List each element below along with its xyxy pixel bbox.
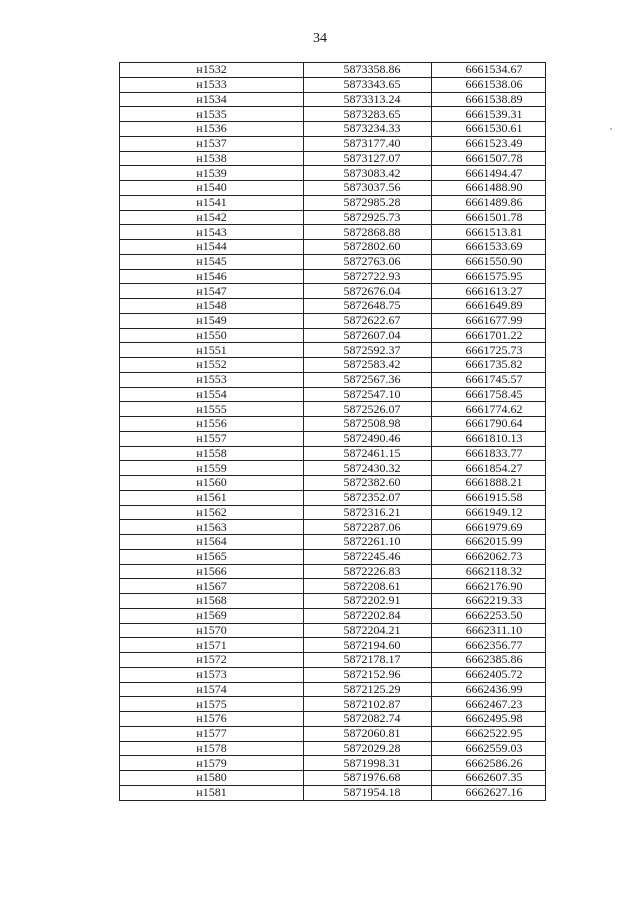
- y-coordinate-cell: 6662607.35: [432, 771, 546, 786]
- x-coordinate-cell: 5872925.73: [304, 210, 432, 225]
- point-id-cell: н1578: [120, 741, 304, 756]
- point-id-cell: н1569: [120, 608, 304, 623]
- y-coordinate-cell: 6662253.50: [432, 608, 546, 623]
- point-id-cell: н1561: [120, 490, 304, 505]
- table-row: [120, 225, 546, 240]
- y-coordinate-cell: 6661810.13: [432, 431, 546, 446]
- y-coordinate-cell: 6661949.12: [432, 505, 546, 520]
- point-id-cell: н1560: [120, 476, 304, 491]
- point-id-cell: н1566: [120, 564, 304, 579]
- x-coordinate-cell: 5872102.87: [304, 697, 432, 712]
- table-row: [120, 358, 546, 373]
- y-coordinate-cell: 6661758.45: [432, 387, 546, 402]
- point-id-cell: н1577: [120, 726, 304, 741]
- x-coordinate-cell: 5872316.21: [304, 505, 432, 520]
- x-coordinate-cell: 5873283.65: [304, 107, 432, 122]
- point-id-cell: н1549: [120, 313, 304, 328]
- x-coordinate-cell: 5872261.10: [304, 535, 432, 550]
- point-id-cell: н1539: [120, 166, 304, 181]
- point-id-cell: н1546: [120, 269, 304, 284]
- point-id-cell: н1576: [120, 712, 304, 727]
- table-row: [120, 122, 546, 137]
- table-row: [120, 594, 546, 609]
- x-coordinate-cell: 5872490.46: [304, 431, 432, 446]
- x-coordinate-cell: 5872461.15: [304, 446, 432, 461]
- y-coordinate-cell: 6661539.31: [432, 107, 546, 122]
- y-coordinate-cell: 6662436.99: [432, 682, 546, 697]
- y-coordinate-cell: 6661701.22: [432, 328, 546, 343]
- table-row: [120, 181, 546, 196]
- table-row: [120, 254, 546, 269]
- y-coordinate-cell: 6662176.90: [432, 579, 546, 594]
- x-coordinate-cell: 5872152.96: [304, 667, 432, 682]
- table-row: [120, 549, 546, 564]
- table-row: [120, 476, 546, 491]
- x-coordinate-cell: 5873127.07: [304, 151, 432, 166]
- table-row: [120, 520, 546, 535]
- margin-speck: [610, 128, 612, 130]
- x-coordinate-cell: 5871954.18: [304, 785, 432, 800]
- table-row: [120, 313, 546, 328]
- table-row: [120, 431, 546, 446]
- y-coordinate-cell: 6661501.78: [432, 210, 546, 225]
- x-coordinate-cell: 5872029.28: [304, 741, 432, 756]
- y-coordinate-cell: 6661534.67: [432, 63, 546, 78]
- y-coordinate-cell: 6661790.64: [432, 417, 546, 432]
- point-id-cell: н1559: [120, 461, 304, 476]
- y-coordinate-cell: 6661745.57: [432, 372, 546, 387]
- y-coordinate-cell: 6662627.16: [432, 785, 546, 800]
- point-id-cell: н1557: [120, 431, 304, 446]
- point-id-cell: н1564: [120, 535, 304, 550]
- table-row: [120, 77, 546, 92]
- table-row: [120, 564, 546, 579]
- y-coordinate-cell: 6661494.47: [432, 166, 546, 181]
- x-coordinate-cell: 5872868.88: [304, 225, 432, 240]
- y-coordinate-cell: 6662311.10: [432, 623, 546, 638]
- x-coordinate-cell: 5872676.04: [304, 284, 432, 299]
- point-id-cell: н1556: [120, 417, 304, 432]
- point-id-cell: н1543: [120, 225, 304, 240]
- y-coordinate-cell: 6661513.81: [432, 225, 546, 240]
- coordinates-table: [119, 62, 546, 801]
- table-row: [120, 682, 546, 697]
- table-row: [120, 461, 546, 476]
- y-coordinate-cell: 6661854.27: [432, 461, 546, 476]
- table-row: [120, 151, 546, 166]
- y-coordinate-cell: 6662385.86: [432, 653, 546, 668]
- x-coordinate-cell: 5872382.60: [304, 476, 432, 491]
- point-id-cell: н1541: [120, 195, 304, 210]
- y-coordinate-cell: 6661507.78: [432, 151, 546, 166]
- x-coordinate-cell: 5872722.93: [304, 269, 432, 284]
- x-coordinate-cell: 5873177.40: [304, 136, 432, 151]
- y-coordinate-cell: 6661550.90: [432, 254, 546, 269]
- y-coordinate-cell: 6661725.73: [432, 343, 546, 358]
- y-coordinate-cell: 6661833.77: [432, 446, 546, 461]
- point-id-cell: н1548: [120, 299, 304, 314]
- x-coordinate-cell: 5873083.42: [304, 166, 432, 181]
- point-id-cell: н1538: [120, 151, 304, 166]
- table-row: [120, 195, 546, 210]
- y-coordinate-cell: 6662495.98: [432, 712, 546, 727]
- table-row: [120, 136, 546, 151]
- point-id-cell: н1545: [120, 254, 304, 269]
- coordinates-table-body: [120, 63, 546, 801]
- x-coordinate-cell: 5871976.68: [304, 771, 432, 786]
- point-id-cell: н1532: [120, 63, 304, 78]
- y-coordinate-cell: 6662356.77: [432, 638, 546, 653]
- y-coordinate-cell: 6661523.49: [432, 136, 546, 151]
- point-id-cell: н1579: [120, 756, 304, 771]
- y-coordinate-cell: 6661677.99: [432, 313, 546, 328]
- point-id-cell: н1552: [120, 358, 304, 373]
- x-coordinate-cell: 5873234.33: [304, 122, 432, 137]
- point-id-cell: н1567: [120, 579, 304, 594]
- y-coordinate-cell: 6661530.61: [432, 122, 546, 137]
- table-row: [120, 712, 546, 727]
- x-coordinate-cell: 5872802.60: [304, 240, 432, 255]
- y-coordinate-cell: 6661735.82: [432, 358, 546, 373]
- x-coordinate-cell: 5872508.98: [304, 417, 432, 432]
- x-coordinate-cell: 5872763.06: [304, 254, 432, 269]
- x-coordinate-cell: 5872567.36: [304, 372, 432, 387]
- point-id-cell: н1580: [120, 771, 304, 786]
- x-coordinate-cell: 5872592.37: [304, 343, 432, 358]
- y-coordinate-cell: 6661538.06: [432, 77, 546, 92]
- x-coordinate-cell: 5872985.28: [304, 195, 432, 210]
- x-coordinate-cell: 5871998.31: [304, 756, 432, 771]
- table-row: [120, 269, 546, 284]
- point-id-cell: н1571: [120, 638, 304, 653]
- table-row: [120, 638, 546, 653]
- table-row: [120, 623, 546, 638]
- page-number: 34: [313, 31, 327, 46]
- y-coordinate-cell: 6661575.95: [432, 269, 546, 284]
- x-coordinate-cell: 5873358.86: [304, 63, 432, 78]
- y-coordinate-cell: 6661488.90: [432, 181, 546, 196]
- y-coordinate-cell: 6661613.27: [432, 284, 546, 299]
- x-coordinate-cell: 5872202.84: [304, 608, 432, 623]
- x-coordinate-cell: 5872202.91: [304, 594, 432, 609]
- point-id-cell: н1553: [120, 372, 304, 387]
- y-coordinate-cell: 6662586.26: [432, 756, 546, 771]
- table-row: [120, 417, 546, 432]
- y-coordinate-cell: 6661489.86: [432, 195, 546, 210]
- point-id-cell: н1563: [120, 520, 304, 535]
- x-coordinate-cell: 5872208.61: [304, 579, 432, 594]
- y-coordinate-cell: 6662062.73: [432, 549, 546, 564]
- y-coordinate-cell: 6661538.89: [432, 92, 546, 107]
- point-id-cell: н1570: [120, 623, 304, 638]
- table-row: [120, 372, 546, 387]
- x-coordinate-cell: 5872622.67: [304, 313, 432, 328]
- y-coordinate-cell: 6662467.23: [432, 697, 546, 712]
- x-coordinate-cell: 5872287.06: [304, 520, 432, 535]
- point-id-cell: н1551: [120, 343, 304, 358]
- point-id-cell: н1575: [120, 697, 304, 712]
- y-coordinate-cell: 6662559.03: [432, 741, 546, 756]
- point-id-cell: н1544: [120, 240, 304, 255]
- x-coordinate-cell: 5872194.60: [304, 638, 432, 653]
- point-id-cell: н1537: [120, 136, 304, 151]
- point-id-cell: н1536: [120, 122, 304, 137]
- x-coordinate-cell: 5872607.04: [304, 328, 432, 343]
- point-id-cell: н1535: [120, 107, 304, 122]
- y-coordinate-cell: 6661533.69: [432, 240, 546, 255]
- table-row: [120, 166, 546, 181]
- point-id-cell: н1534: [120, 92, 304, 107]
- y-coordinate-cell: 6662118.32: [432, 564, 546, 579]
- table-row: [120, 446, 546, 461]
- table-row: [120, 63, 546, 78]
- table-row: [120, 107, 546, 122]
- table-row: [120, 387, 546, 402]
- table-row: [120, 240, 546, 255]
- table-row: [120, 210, 546, 225]
- table-row: [120, 284, 546, 299]
- x-coordinate-cell: 5872583.42: [304, 358, 432, 373]
- table-row: [120, 697, 546, 712]
- x-coordinate-cell: 5872430.32: [304, 461, 432, 476]
- y-coordinate-cell: 6662015.99: [432, 535, 546, 550]
- table-row: [120, 785, 546, 800]
- table-row: [120, 343, 546, 358]
- point-id-cell: н1574: [120, 682, 304, 697]
- table-row: [120, 92, 546, 107]
- table-row: [120, 299, 546, 314]
- point-id-cell: н1562: [120, 505, 304, 520]
- x-coordinate-cell: 5872648.75: [304, 299, 432, 314]
- point-id-cell: н1581: [120, 785, 304, 800]
- y-coordinate-cell: 6661888.21: [432, 476, 546, 491]
- x-coordinate-cell: 5872526.07: [304, 402, 432, 417]
- table-row: [120, 490, 546, 505]
- table-row: [120, 667, 546, 682]
- point-id-cell: н1572: [120, 653, 304, 668]
- x-coordinate-cell: 5872226.83: [304, 564, 432, 579]
- table-row: [120, 771, 546, 786]
- table-row: [120, 535, 546, 550]
- point-id-cell: н1558: [120, 446, 304, 461]
- x-coordinate-cell: 5873037.56: [304, 181, 432, 196]
- y-coordinate-cell: 6661979.69: [432, 520, 546, 535]
- x-coordinate-cell: 5873343.65: [304, 77, 432, 92]
- point-id-cell: н1550: [120, 328, 304, 343]
- point-id-cell: н1540: [120, 181, 304, 196]
- x-coordinate-cell: 5872245.46: [304, 549, 432, 564]
- point-id-cell: н1533: [120, 77, 304, 92]
- x-coordinate-cell: 5872178.17: [304, 653, 432, 668]
- point-id-cell: н1542: [120, 210, 304, 225]
- table-row: [120, 726, 546, 741]
- y-coordinate-cell: 6662522.95: [432, 726, 546, 741]
- point-id-cell: н1555: [120, 402, 304, 417]
- table-row: [120, 653, 546, 668]
- point-id-cell: н1573: [120, 667, 304, 682]
- point-id-cell: н1568: [120, 594, 304, 609]
- point-id-cell: н1565: [120, 549, 304, 564]
- table-row: [120, 402, 546, 417]
- y-coordinate-cell: 6662219.33: [432, 594, 546, 609]
- table-row: [120, 756, 546, 771]
- y-coordinate-cell: 6662405.72: [432, 667, 546, 682]
- point-id-cell: н1547: [120, 284, 304, 299]
- y-coordinate-cell: 6661649.89: [432, 299, 546, 314]
- table-row: [120, 608, 546, 623]
- x-coordinate-cell: 5873313.24: [304, 92, 432, 107]
- x-coordinate-cell: 5872060.81: [304, 726, 432, 741]
- table-row: [120, 328, 546, 343]
- x-coordinate-cell: 5872082.74: [304, 712, 432, 727]
- x-coordinate-cell: 5872125.29: [304, 682, 432, 697]
- point-id-cell: н1554: [120, 387, 304, 402]
- table-row: [120, 741, 546, 756]
- y-coordinate-cell: 6661915.58: [432, 490, 546, 505]
- x-coordinate-cell: 5872547.10: [304, 387, 432, 402]
- x-coordinate-cell: 5872204.21: [304, 623, 432, 638]
- table-row: [120, 505, 546, 520]
- x-coordinate-cell: 5872352.07: [304, 490, 432, 505]
- table-row: [120, 579, 546, 594]
- y-coordinate-cell: 6661774.62: [432, 402, 546, 417]
